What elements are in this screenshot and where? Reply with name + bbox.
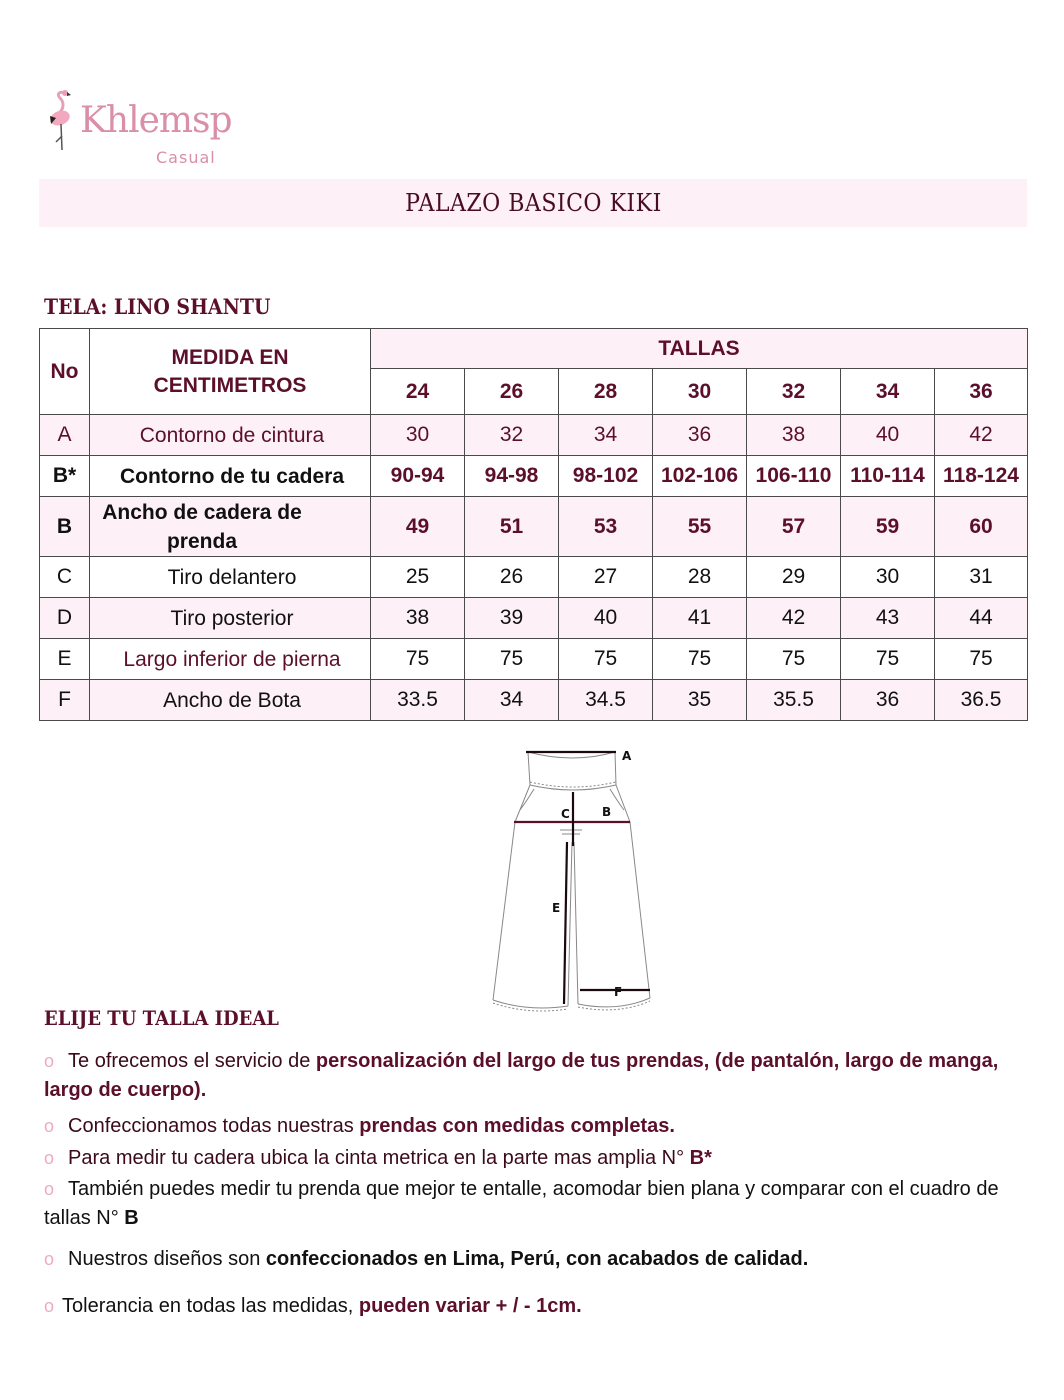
row-letter: B*: [40, 456, 90, 497]
cell: 29: [747, 557, 841, 598]
diagram-label-a: A: [622, 749, 632, 763]
guide-text: Nuestros diseños son: [68, 1248, 266, 1270]
size-header: 24: [371, 369, 465, 415]
table-row: [40, 680, 1028, 721]
guide-heading: ELIJE TU TALLA IDEAL: [44, 1006, 279, 1030]
cell: 102-106: [653, 456, 747, 497]
table-row: [40, 557, 1028, 598]
guide-text: Para medir tu cadera ubica la cinta metrica en la parte mas amplia N°: [68, 1147, 690, 1169]
diagram-label-f: F: [614, 985, 623, 999]
guide-bold: personalización del largo de tus prendas, (de pantalón, largo de manga, largo de cuerpo).: [44, 1050, 999, 1101]
cell: 38: [371, 598, 465, 639]
flamingo-icon: [46, 88, 80, 152]
row-letter: F: [40, 680, 90, 721]
guide-text: Te ofrecemos el servicio de: [68, 1050, 316, 1072]
guide-bold: prendas con medidas completas.: [359, 1115, 675, 1137]
cell: 30: [371, 415, 465, 456]
pants-diagram: [478, 742, 678, 1017]
cell: 34: [465, 680, 559, 721]
cell: 27: [559, 557, 653, 598]
cell: 51: [465, 497, 559, 557]
cell: 34.5: [559, 680, 653, 721]
cell: 94-98: [465, 456, 559, 497]
title-bar: [39, 179, 1027, 227]
size-header: 28: [559, 369, 653, 415]
cell: 75: [841, 639, 935, 680]
cell: 110-114: [841, 456, 935, 497]
cell: 60: [935, 497, 1028, 557]
diagram-label-c: C: [561, 807, 570, 821]
guide-item: [44, 1144, 1034, 1173]
row-name: Largo inferior de pierna: [90, 639, 371, 680]
cell: 43: [841, 598, 935, 639]
header-medida: MEDIDA EN CENTIMETROS: [90, 329, 371, 415]
row-letter: A: [40, 415, 90, 456]
bullet-icon: o: [44, 1116, 55, 1136]
row-name: Contorno de tu cadera: [90, 456, 371, 497]
table-row: [40, 598, 1028, 639]
cell: 106-110: [747, 456, 841, 497]
cell: 53: [559, 497, 653, 557]
row-name: Contorno de cintura: [90, 415, 371, 456]
cell: 75: [653, 639, 747, 680]
cell: 59: [841, 497, 935, 557]
guide-item: [44, 1175, 1034, 1233]
cell: 75: [559, 639, 653, 680]
cell: 75: [465, 639, 559, 680]
size-header: 32: [747, 369, 841, 415]
cell: 34: [559, 415, 653, 456]
cell: 28: [653, 557, 747, 598]
cell: 90-94: [371, 456, 465, 497]
guide-bold: B: [124, 1207, 139, 1229]
cell: 49: [371, 497, 465, 557]
row-letter: E: [40, 639, 90, 680]
table-row: [40, 415, 1028, 456]
guide-text: Confeccionamos todas nuestras: [68, 1115, 360, 1137]
guide-item: [44, 1047, 1034, 1105]
row-name: Ancho de cadera de prenda: [90, 497, 371, 557]
size-header: 36: [935, 369, 1028, 415]
row-letter: D: [40, 598, 90, 639]
cell: 40: [841, 415, 935, 456]
cell: 55: [653, 497, 747, 557]
measure-line-e: [564, 842, 567, 1004]
cell: 75: [371, 639, 465, 680]
cell: 39: [465, 598, 559, 639]
cell: 75: [747, 639, 841, 680]
cell: 35: [653, 680, 747, 721]
row-letter: C: [40, 557, 90, 598]
table-row: [40, 497, 1028, 557]
diagram-label-e: E: [552, 901, 561, 915]
row-name: Tiro posterior: [90, 598, 371, 639]
page-title: PALAZO BASICO KIKI: [404, 189, 662, 217]
cell: 118-124: [935, 456, 1028, 497]
guide-bold: pueden variar + / - 1cm.: [358, 1295, 582, 1317]
cell: 40: [559, 598, 653, 639]
size-table: [39, 328, 1028, 721]
diagram-label-b: B: [602, 805, 612, 819]
cell: 44: [935, 598, 1028, 639]
cell: 38: [747, 415, 841, 456]
brand-subtitle: Casual: [156, 148, 216, 167]
cell: 98-102: [559, 456, 653, 497]
bullet-icon: o: [44, 1148, 55, 1168]
size-header: 34: [841, 369, 935, 415]
brand-name: Khlemsp: [80, 100, 232, 141]
cell: 32: [465, 415, 559, 456]
cell: 36: [841, 680, 935, 721]
bullet-icon: o: [44, 1179, 55, 1199]
size-header: 26: [465, 369, 559, 415]
bullet-icon: o: [44, 1249, 55, 1269]
row-letter: B: [40, 497, 90, 557]
cell: 25: [371, 557, 465, 598]
row-name: Ancho de Bota: [90, 680, 371, 721]
row-name: Tiro delantero: [90, 557, 371, 598]
bullet-icon: o: [44, 1296, 55, 1316]
cell: 42: [935, 415, 1028, 456]
cell: 75: [935, 639, 1028, 680]
bullet-icon: o: [44, 1051, 55, 1071]
cell: 33.5: [371, 680, 465, 721]
brand-logo: [46, 86, 246, 170]
cell: 26: [465, 557, 559, 598]
guide-text: Tolerancia en todas las medidas,: [62, 1295, 359, 1317]
cell: 36.5: [935, 680, 1028, 721]
size-header: 30: [653, 369, 747, 415]
cell: 31: [935, 557, 1028, 598]
cell: 36: [653, 415, 747, 456]
guide-bold: B*: [689, 1147, 712, 1169]
table-row: [40, 639, 1028, 680]
guide-text: También puedes medir tu prenda que mejor te entalle, acomodar bien plana y comparar con el cuadro de tallas N°: [44, 1178, 999, 1229]
guide-bold: confeccionados en Lima, Perú, con acabados de calidad.: [265, 1248, 809, 1270]
guide-item: [44, 1112, 1034, 1141]
cell: 42: [747, 598, 841, 639]
cell: 30: [841, 557, 935, 598]
cell: 35.5: [747, 680, 841, 721]
fabric-label: TELA: LINO SHANTU: [44, 294, 271, 319]
guide-item: [44, 1245, 1034, 1274]
cell: 57: [747, 497, 841, 557]
cell: 41: [653, 598, 747, 639]
table-row: [40, 456, 1028, 497]
header-no: No: [40, 329, 90, 415]
guide-item: [44, 1292, 1034, 1321]
header-tallas: TALLAS: [371, 329, 1028, 369]
